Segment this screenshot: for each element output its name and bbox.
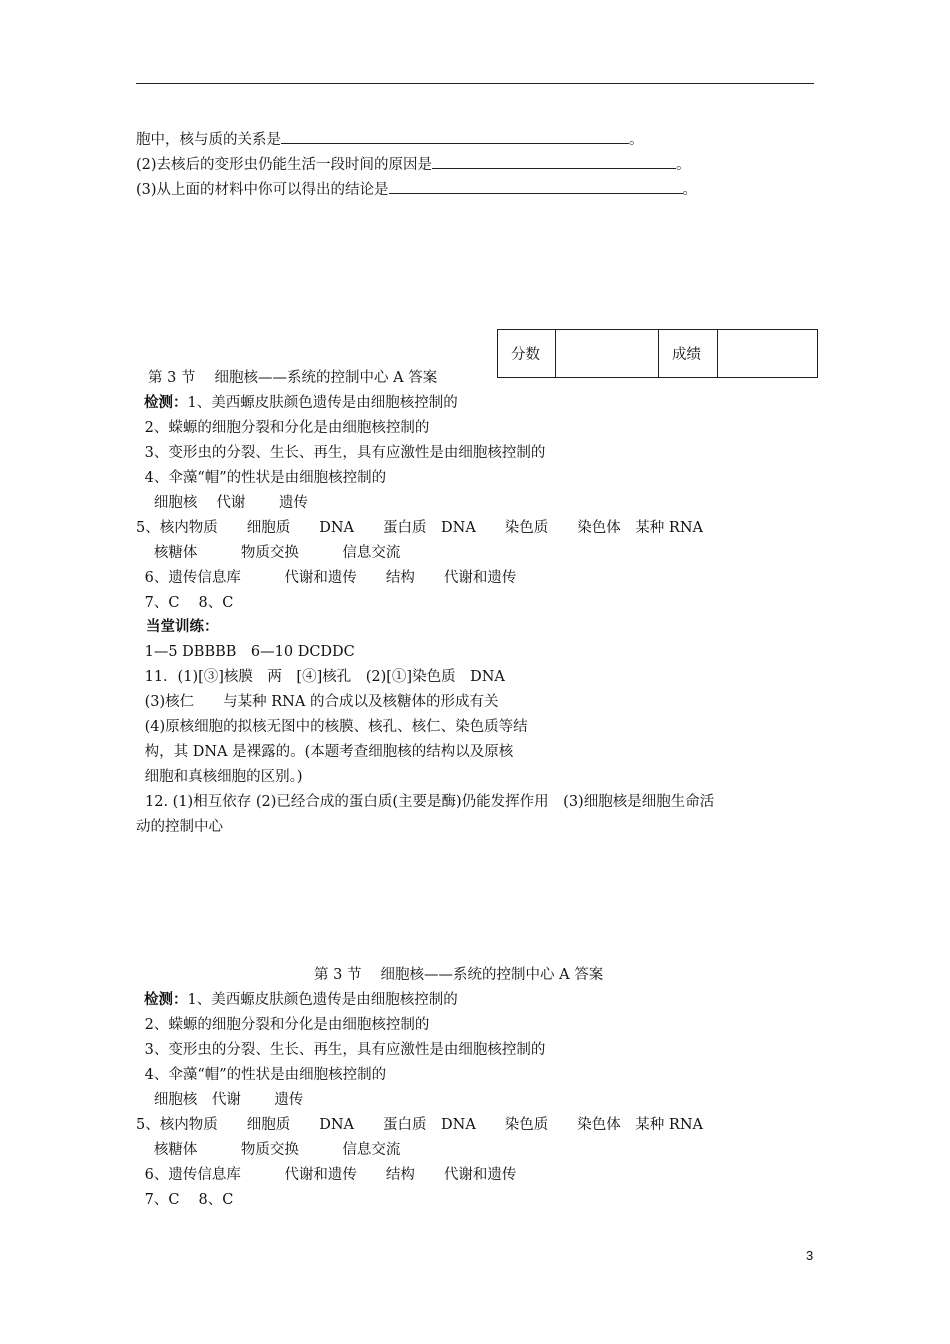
answer-1-check: 检测：1、美西螈皮肤颜色遗传是由细胞核控制的 bbox=[144, 395, 458, 411]
answer-2-line: 3、变形虫的分裂、生长、再生，具有应激性是由细胞核控制的 bbox=[140, 1042, 546, 1058]
practice-heading: 当堂训练： bbox=[146, 619, 219, 635]
answer-2-line: 细胞核 代谢 遗传 bbox=[140, 1092, 304, 1108]
practice-line: 1—5 DBBBB 6—10 DCDDC bbox=[140, 644, 355, 660]
question-3: (3)从上面的材料中你可以得出的结论是 。 bbox=[136, 178, 697, 200]
header-rule bbox=[136, 83, 814, 84]
answer-1-line: 7、C 8、C bbox=[140, 595, 234, 611]
answer-1-line: 2、蝾螈的细胞分裂和分化是由细胞核控制的 bbox=[140, 420, 430, 436]
answer-blank-2[interactable] bbox=[432, 153, 676, 169]
score-label: 分数 bbox=[498, 330, 556, 378]
answer-2-line: 4、伞藻“帽”的性状是由细胞核控制的 bbox=[140, 1067, 387, 1083]
answer-blank-3[interactable] bbox=[389, 178, 683, 194]
practice-line: (3)核仁 与某种 RNA 的合成以及核糖体的形成有关 bbox=[140, 694, 499, 710]
answer-2-line: 7、C 8、C bbox=[140, 1192, 234, 1208]
answer-1-line: 3、变形虫的分裂、生长、再生，具有应激性是由细胞核控制的 bbox=[140, 445, 546, 461]
practice-line: 动的控制中心 bbox=[136, 819, 223, 835]
practice-line: (4)原核细胞的拟核无图中的核膜、核孔、核仁、染色质等结 bbox=[140, 719, 528, 735]
answer-1-line: 6、遗传信息库 代谢和遗传 结构 代谢和遗传 bbox=[140, 570, 517, 586]
answer-1-line: 细胞核 代谢 遗传 bbox=[140, 495, 309, 511]
answer-2-line: 5、核内物质 细胞质 DNA 蛋白质 DNA 染色质 染色体 某种 RNA bbox=[136, 1117, 703, 1133]
answer-1-line: 核糖体 物质交换 信息交流 bbox=[140, 545, 401, 561]
answer-2-title: 第 3 节 细胞核——系统的控制中心 A 答案 bbox=[314, 967, 604, 983]
practice-line: 12. (1)相互依存 (2)已经合成的蛋白质(主要是酶)仍能发挥作用 (3)细胞核是细胞生命活 bbox=[145, 794, 715, 810]
answer-2-check: 检测：1、美西螈皮肤颜色遗传是由细胞核控制的 bbox=[144, 992, 458, 1008]
answer-1-line: 5、核内物质 细胞质 DNA 蛋白质 DNA 染色质 染色体 某种 RNA bbox=[136, 520, 703, 536]
practice-line: 构，其 DNA 是裸露的。(本题考查细胞核的结构以及原核 bbox=[140, 744, 514, 760]
practice-line: 11．(1)[③]核膜 两 [④]核孔 (2)[①]染色质 DNA bbox=[140, 669, 505, 685]
score-cell[interactable] bbox=[556, 330, 659, 378]
question-1: 胞中，核与质的关系是 。 bbox=[136, 128, 644, 150]
question-2: (2)去核后的变形虫仍能生活一段时间的原因是 。 bbox=[136, 153, 691, 175]
answer-blank-1[interactable] bbox=[281, 128, 629, 144]
answer-2-line: 6、遗传信息库 代谢和遗传 结构 代谢和遗传 bbox=[140, 1167, 517, 1183]
answer-1-line: 4、伞藻“帽”的性状是由细胞核控制的 bbox=[140, 470, 387, 486]
answer-2-line: 核糖体 物质交换 信息交流 bbox=[140, 1142, 401, 1158]
page-number: 3 bbox=[806, 1248, 814, 1263]
grade-label: 成绩 bbox=[659, 330, 718, 378]
practice-line: 细胞和真核细胞的区别。) bbox=[140, 769, 303, 785]
answer-2-line: 2、蝾螈的细胞分裂和分化是由细胞核控制的 bbox=[140, 1017, 430, 1033]
grade-cell[interactable] bbox=[718, 330, 818, 378]
answer-1-title: 第 3 节 细胞核——系统的控制中心 A 答案 bbox=[148, 370, 438, 386]
score-table bbox=[497, 329, 818, 378]
